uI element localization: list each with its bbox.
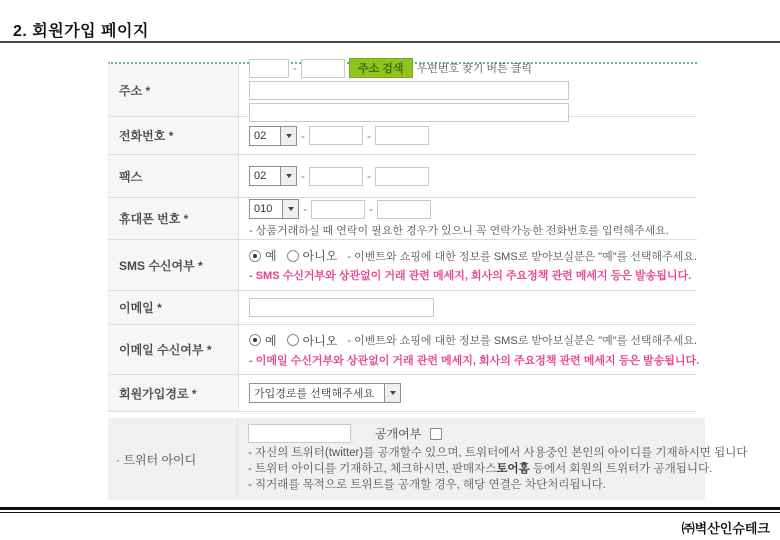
email-opt-row <box>109 325 700 375</box>
twitter-note-2-bold: 토어홈 <box>496 463 530 475</box>
fax-prefix-select[interactable] <box>249 166 297 186</box>
dash-separator: - <box>293 61 297 75</box>
mobile-input-last[interactable] <box>377 200 431 219</box>
chevron-down-icon <box>280 167 296 185</box>
dash-separator: - <box>303 202 307 216</box>
footer-divider <box>0 507 780 513</box>
dash-separator: - <box>301 169 305 183</box>
email-label: 이메일 * <box>109 291 239 324</box>
company-name: ㈜벽산인슈테크 <box>681 521 770 536</box>
chevron-down-icon <box>280 127 296 145</box>
title-divider <box>0 41 780 43</box>
mobile-input-mid[interactable] <box>311 200 365 219</box>
dash-separator: - <box>301 128 305 143</box>
address-label: 주소 * <box>109 64 239 116</box>
mobile-row <box>109 198 697 240</box>
address-row <box>109 61 697 117</box>
phone-input-last[interactable] <box>375 126 429 145</box>
address-search-button[interactable]: 주소 검색 <box>349 58 413 78</box>
phone-label: 전화번호 * <box>109 117 239 154</box>
twitter-id-input[interactable] <box>248 424 351 443</box>
fax-prefix-value: 02 <box>254 170 267 182</box>
join-path-label: 회원가입경로 * <box>109 375 239 411</box>
mobile-hint: - 상품거래하실 때 연락이 필요한 경우가 있으니 꼭 연락가능한 전화번호를 입력해주세요. <box>249 225 669 237</box>
twitter-section <box>108 418 748 500</box>
zip-hint: 우편번호 찾기 버튼 클릭 <box>416 63 532 75</box>
chevron-down-icon <box>282 200 298 218</box>
mobile-label: 휴대폰 번호 * <box>109 198 239 239</box>
chevron-down-icon <box>384 384 400 402</box>
dash-separator: - <box>367 169 371 183</box>
join-path-row <box>109 375 697 412</box>
dash-separator: - <box>369 202 373 216</box>
sms-label: SMS 수신여부 * <box>109 240 239 290</box>
fax-row <box>109 155 697 198</box>
join-path-selected-value: 가입경로를 선택해주세요 <box>254 388 374 400</box>
twitter-note-1: - 자신의 트위터(twitter)를 공개할수 있으며, 트위터에서 사용중인 본인의 아이디를 기재하시면 됩니다 <box>248 447 748 459</box>
phone-input-mid[interactable] <box>309 126 363 145</box>
email-opt-hint: - 이벤트와 쇼핑에 대한 정보를 SMS로 받아보실분은 "예"를 선택해주세요. <box>347 335 698 347</box>
sms-radio-yes[interactable] <box>249 250 261 262</box>
email-opt-radio-no[interactable] <box>287 334 299 346</box>
twitter-visibility-checkbox[interactable] <box>430 428 442 440</box>
dash-separator: - <box>367 128 371 143</box>
email-opt-notice: - 이메일 수신거부와 상관없이 거래 관련 메세지, 회사의 주요정책 관련 메세지 등은 발송됩니다. <box>249 354 700 367</box>
sms-radio-yes-label: 예 <box>265 249 277 263</box>
fax-input-mid[interactable] <box>309 167 363 186</box>
email-opt-radio-yes[interactable] <box>249 334 261 346</box>
twitter-note-2-post: 등에서 회원의 트위터가 공개됩니다. <box>529 463 713 475</box>
fax-input-last[interactable] <box>375 167 429 186</box>
twitter-note-3: - 직거래를 목적으로 트위트를 공개할 경우, 해당 연결은 차단처리됩니다. <box>248 479 606 491</box>
email-input[interactable] <box>249 298 434 317</box>
join-path-select[interactable] <box>249 383 401 403</box>
fax-label: 팩스 <box>109 155 239 197</box>
twitter-note-2 <box>248 461 747 477</box>
email-opt-label: 이메일 수신여부 * <box>109 325 239 374</box>
mobile-prefix-value: 010 <box>254 203 273 215</box>
sms-hint: - 이벤트와 쇼핑에 대한 정보를 SMS로 받아보실분은 "예"를 선택해주세요. <box>347 250 698 263</box>
sms-row <box>109 240 697 291</box>
zip-code-input-1[interactable] <box>249 59 289 78</box>
email-opt-radio-no-label: 아니오 <box>302 333 338 348</box>
phone-prefix-value: 02 <box>254 129 267 142</box>
sms-radio-no[interactable] <box>287 250 299 262</box>
sms-radio-no-label: 아니오 <box>302 249 338 263</box>
email-opt-radio-yes-label: 예 <box>265 333 277 348</box>
address-input-1[interactable] <box>249 81 569 100</box>
twitter-visibility-label: 공개여부 <box>375 427 422 441</box>
page-title: 2. 회원가입 페이지 <box>13 23 149 40</box>
twitter-note-2-pre: - 트위터 아이디를 기재하고, 체크하시면, 판매자스 <box>248 463 497 475</box>
sms-notice: - SMS 수신거부와 상관없이 거래 관련 메세지, 회사의 주요정책 관련 메세지 등은 발송됩니다. <box>249 270 692 282</box>
twitter-label: · 트위터 아이디 <box>108 418 238 500</box>
signup-form-table <box>108 61 700 412</box>
phone-prefix-select[interactable] <box>249 126 297 146</box>
zip-code-input-2[interactable] <box>301 59 345 78</box>
email-row <box>109 291 697 325</box>
mobile-prefix-select[interactable] <box>249 199 299 219</box>
phone-row <box>109 117 697 155</box>
